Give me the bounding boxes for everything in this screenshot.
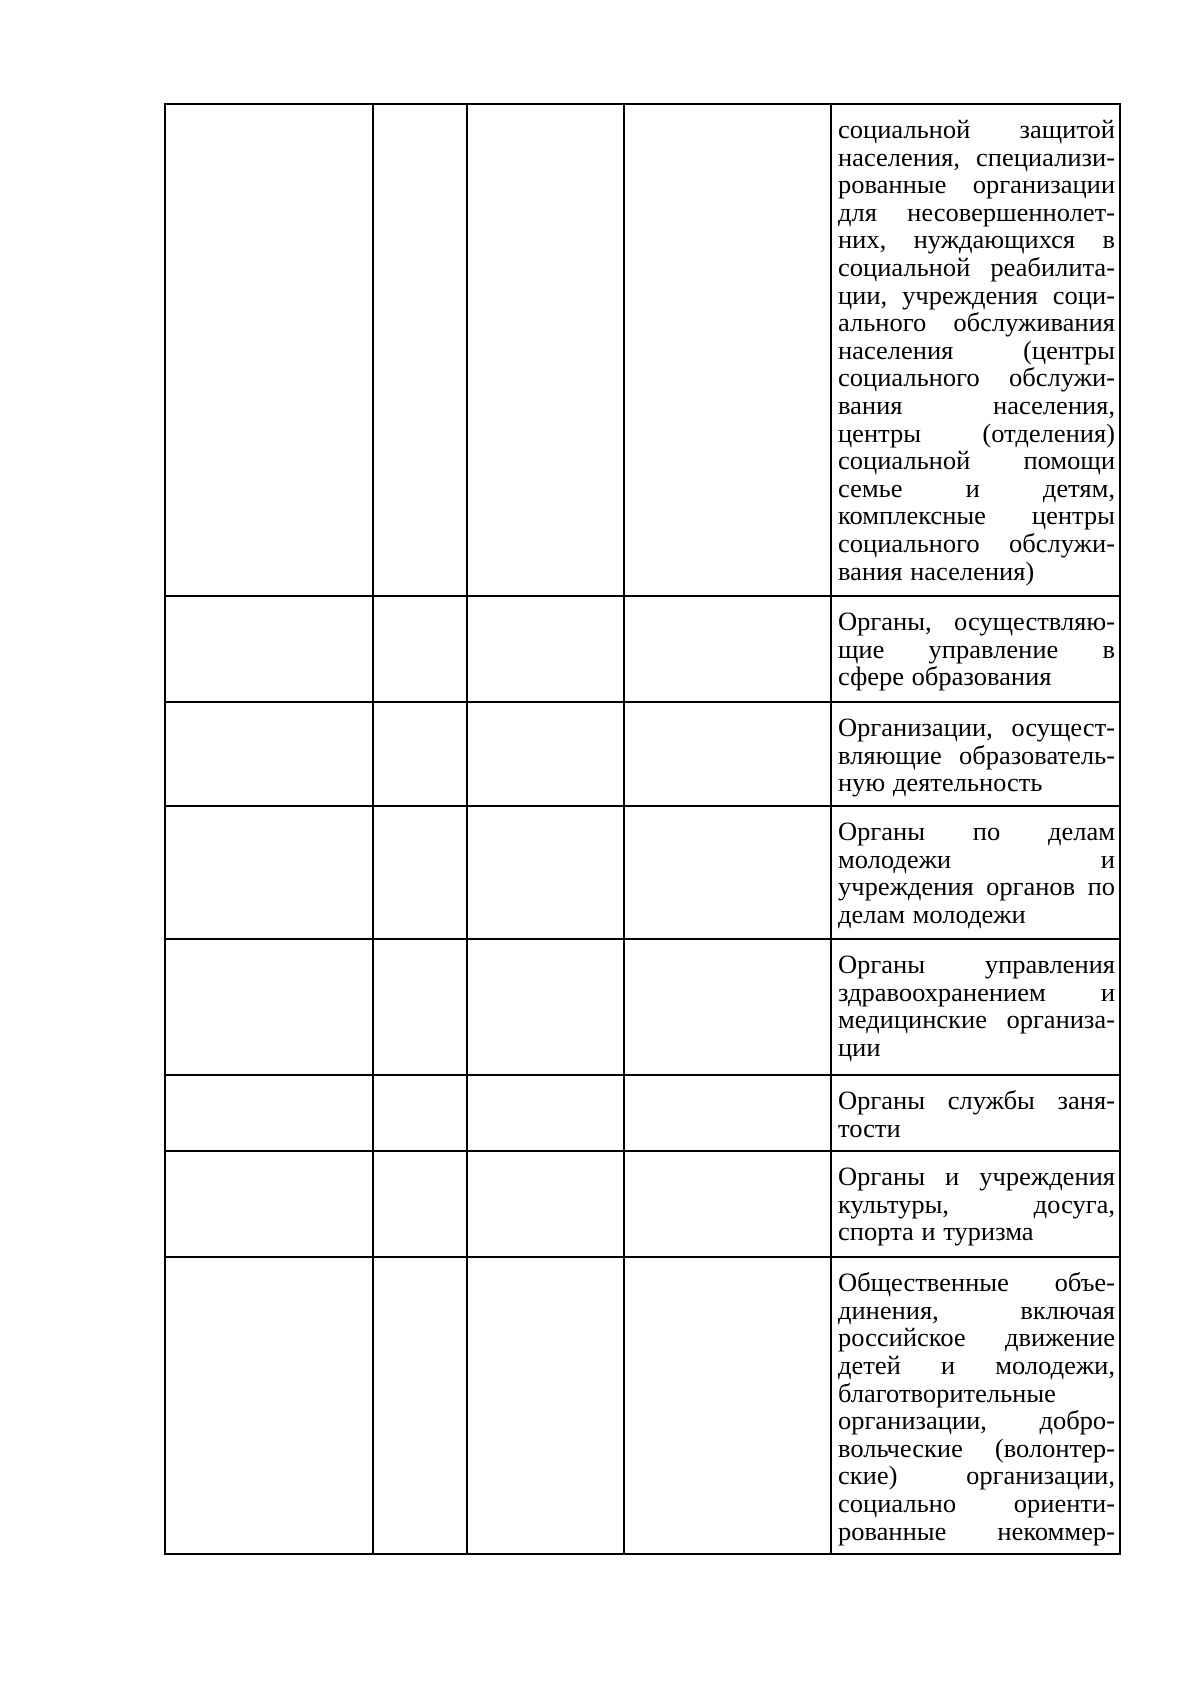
organization-cell bbox=[831, 806, 1120, 939]
table-row bbox=[165, 1151, 1120, 1257]
empty-cell bbox=[467, 104, 624, 596]
text-line: населения, специализи- bbox=[838, 141, 1115, 172]
table-row bbox=[165, 1257, 1120, 1554]
text-line: учреждения органов по bbox=[838, 871, 1115, 902]
text-line: сфере образования bbox=[838, 661, 1052, 692]
text-line: динения, включая bbox=[838, 1294, 1115, 1325]
text-line: культуры, досуга, bbox=[838, 1188, 1115, 1219]
empty-cell bbox=[165, 806, 373, 939]
text-line: организации, добро- bbox=[838, 1405, 1115, 1436]
text-line: Органы службы заня- bbox=[838, 1085, 1115, 1115]
empty-cell bbox=[467, 702, 624, 806]
empty-cell bbox=[165, 939, 373, 1075]
text-line: них, нуждающихся в bbox=[838, 224, 1115, 255]
text-line: ции, учреждения соци- bbox=[838, 279, 1115, 310]
document-table bbox=[164, 103, 1121, 1555]
empty-cell bbox=[624, 1151, 831, 1257]
text-line: молодежи и bbox=[838, 843, 1115, 874]
text-line: делам молодежи bbox=[838, 898, 1026, 929]
text-line: щие управление в bbox=[838, 633, 1115, 664]
organization-text bbox=[832, 703, 1119, 805]
empty-cell bbox=[624, 1075, 831, 1151]
empty-cell bbox=[373, 104, 467, 596]
text-line: вания населения, bbox=[838, 389, 1115, 420]
text-line: семье и детям, bbox=[838, 472, 1115, 503]
table-row bbox=[165, 806, 1120, 939]
empty-cell bbox=[373, 1257, 467, 1554]
empty-cell bbox=[165, 1075, 373, 1151]
text-line: комплексные центры bbox=[838, 500, 1115, 531]
empty-cell bbox=[165, 104, 373, 596]
table-row bbox=[165, 596, 1120, 702]
text-line: социальной защитой bbox=[838, 114, 1115, 144]
text-line: рованные организации bbox=[838, 169, 1115, 200]
text-line: вания населения) bbox=[838, 555, 1035, 586]
text-line: ную деятельность bbox=[838, 767, 1043, 798]
empty-cell bbox=[165, 1151, 373, 1257]
empty-cell bbox=[624, 1257, 831, 1554]
text-line: центры (отделения) bbox=[838, 417, 1115, 448]
organization-text bbox=[832, 597, 1119, 699]
text-line: спорта и туризма bbox=[838, 1216, 1034, 1247]
organization-cell bbox=[831, 702, 1120, 806]
empty-cell bbox=[165, 1257, 373, 1554]
table-row bbox=[165, 702, 1120, 806]
text-line: социальной реабилита- bbox=[838, 251, 1115, 282]
empty-cell bbox=[165, 702, 373, 806]
text-line: вольческие (волонтер- bbox=[838, 1432, 1115, 1463]
text-line: ции bbox=[838, 1031, 881, 1062]
empty-cell bbox=[165, 596, 373, 702]
text-line: российское движение bbox=[838, 1322, 1115, 1353]
text-line: тости bbox=[838, 1112, 901, 1143]
text-line: Органы и учреждения bbox=[838, 1161, 1115, 1192]
organization-text bbox=[832, 1076, 1119, 1150]
organization-text bbox=[832, 105, 1119, 593]
organization-cell bbox=[831, 596, 1120, 702]
empty-cell bbox=[467, 596, 624, 702]
empty-cell bbox=[373, 1151, 467, 1257]
empty-cell bbox=[624, 596, 831, 702]
empty-cell bbox=[467, 806, 624, 939]
empty-cell bbox=[624, 702, 831, 806]
text-line: социальной помощи bbox=[838, 445, 1115, 476]
organization-cell bbox=[831, 1257, 1120, 1554]
organization-cell bbox=[831, 1151, 1120, 1257]
text-line: Органы по делам bbox=[838, 816, 1115, 846]
text-line: Органы, осуществляю- bbox=[838, 606, 1115, 636]
text-line: ального обслуживания bbox=[838, 307, 1115, 338]
organization-cell bbox=[831, 1075, 1120, 1151]
empty-cell bbox=[467, 1151, 624, 1257]
empty-cell bbox=[373, 806, 467, 939]
organization-text bbox=[832, 1258, 1119, 1553]
text-line: рованные некоммер- bbox=[838, 1515, 1115, 1546]
text-line: детей и молодежи, bbox=[838, 1349, 1115, 1380]
organization-cell bbox=[831, 104, 1120, 596]
text-line: ские) организации, bbox=[838, 1460, 1115, 1491]
text-line: Общественные объе- bbox=[838, 1267, 1115, 1298]
text-line: медицинские организа- bbox=[838, 1004, 1115, 1035]
empty-cell bbox=[373, 702, 467, 806]
empty-cell bbox=[467, 1257, 624, 1554]
organization-cell bbox=[831, 939, 1120, 1075]
empty-cell bbox=[373, 596, 467, 702]
empty-cell bbox=[624, 939, 831, 1075]
text-line: социально ориенти- bbox=[838, 1487, 1115, 1518]
table-row bbox=[165, 104, 1120, 596]
text-line: Органы управления bbox=[838, 949, 1115, 979]
empty-cell bbox=[373, 1075, 467, 1151]
empty-cell bbox=[467, 939, 624, 1075]
text-line: вляющие образователь- bbox=[838, 739, 1115, 770]
text-line: здравоохранением и bbox=[838, 976, 1115, 1007]
text-line: социального обслужи- bbox=[838, 362, 1115, 393]
empty-cell bbox=[373, 939, 467, 1075]
empty-cell bbox=[624, 806, 831, 939]
empty-cell bbox=[624, 104, 831, 596]
text-line: социального обслужи- bbox=[838, 527, 1115, 558]
text-line: для несовершеннолет- bbox=[838, 196, 1115, 227]
organization-text bbox=[832, 940, 1119, 1069]
document-table-body bbox=[165, 104, 1120, 1554]
table-row bbox=[165, 939, 1120, 1075]
organization-text bbox=[832, 1152, 1119, 1254]
text-line: благотворительные bbox=[838, 1377, 1056, 1408]
text-line: населения (центры bbox=[838, 334, 1115, 365]
empty-cell bbox=[467, 1075, 624, 1151]
text-line: Организации, осущест- bbox=[838, 712, 1115, 742]
organization-text bbox=[832, 807, 1119, 936]
table-row bbox=[165, 1075, 1120, 1151]
